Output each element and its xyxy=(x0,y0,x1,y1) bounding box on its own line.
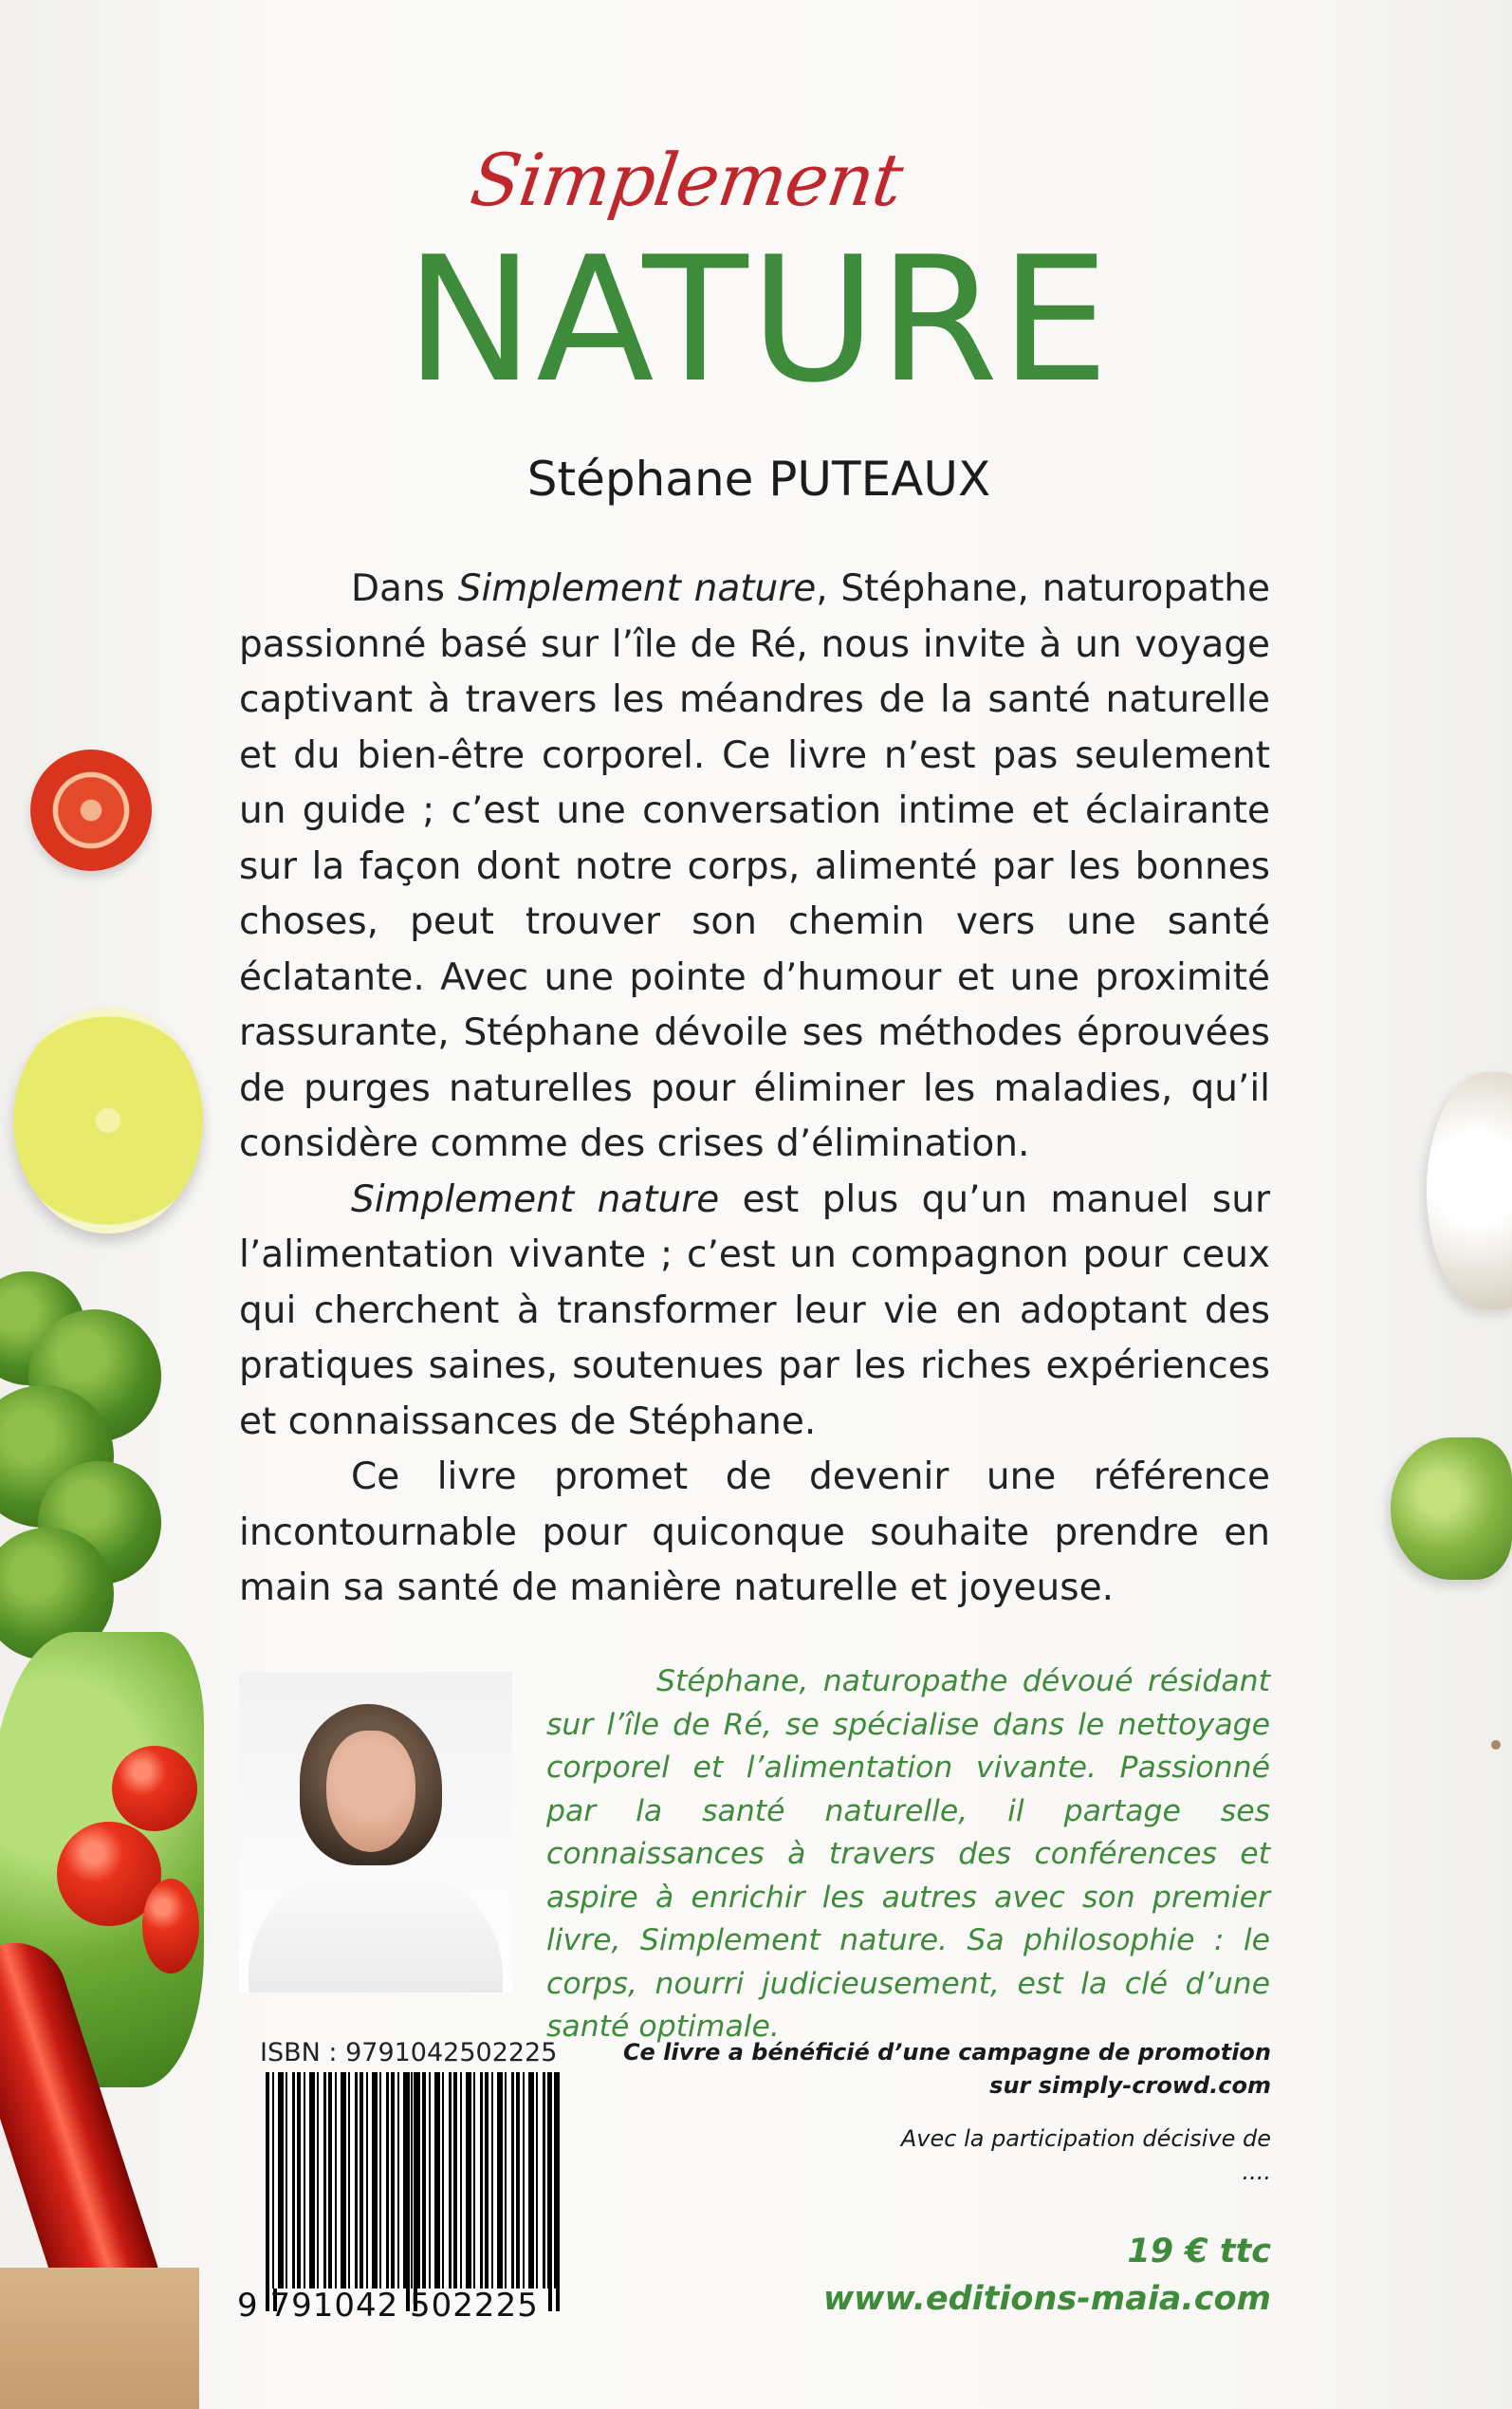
description-paragraph-1: Dans Simplement nature, Stéphane, naturopathe passionné basé sur l’île de Ré, nous invite à un voyage captivant à travers les méandres de la santé naturelle et du bien-être corporel. Ce livre n’est pas seulement un guide ; c’est une conversation intime et éclairante sur la façon dont notre corps, alimenté par les bonnes choses, peut trouver son chemin vers une santé éclatante. Avec une pointe d’humour et une proximité rassurante, Stéphane dévoile ses méthodes éprouvées de purges naturelles pour éliminer les maladies, qu’il considère comme des crises d’élimination. xyxy=(239,567,1270,1165)
promotion-note xyxy=(607,2036,1271,2103)
cherry-tomato-image xyxy=(112,1746,197,1831)
barcode-bars xyxy=(266,2072,556,2289)
book-description xyxy=(239,562,1270,1617)
description-paragraph-2: Simplement nature est plus qu’un manuel sur l’alimentation vivante ; c’est un compagnon pour ceux qui cherchent à transformer leur vie en adoptant des pratiques saines, soutenues par les riches expériences et connaissances de Stéphane. xyxy=(239,1177,1270,1443)
barcode xyxy=(231,2068,565,2325)
participation-line-2: .... xyxy=(1242,2159,1271,2185)
lime-slice-image xyxy=(13,1008,203,1233)
author-bio xyxy=(546,1660,1270,2049)
price-label: 19 € ttc xyxy=(1127,2233,1271,2270)
isbn-label: ISBN : 9791042502225 xyxy=(260,2038,558,2067)
brussels-sprout-image xyxy=(1391,1437,1512,1580)
cherry-tomato-image xyxy=(142,1879,199,1974)
book-title-italic: Simplement nature xyxy=(457,567,817,610)
author-bio-text: Stéphane, naturopathe dévoué résidant sur l’île de Ré, se spécialise dans le nettoyage corporel et l’alimentation vivante. Passionné par la santé naturelle, il partage ses connaissances à travers des conférences et aspire à enrichir les autres avec son premier livre, Simplement nature. Sa philosophie : le corps, nourri judicieusement, est la clé d’une santé optimale. xyxy=(546,1664,1270,2044)
promotion-line-2: sur simply-crowd.com xyxy=(989,2072,1271,2099)
tomato-half-image xyxy=(30,750,152,871)
participation-note xyxy=(607,2122,1271,2189)
publisher-website: www.editions-maia.com xyxy=(822,2280,1271,2318)
garlic-image xyxy=(1427,1072,1512,1309)
participation-line-1: Avec la participation décisive de xyxy=(900,2125,1271,2152)
book-title-italic: Simplement nature xyxy=(351,1177,720,1221)
paper-bag-image xyxy=(0,2268,199,2409)
promotion-line-1: Ce livre a bénéficié d’une campagne de promotion xyxy=(622,2039,1271,2066)
script-title: Simplement xyxy=(465,138,908,222)
description-paragraph-3: Ce livre promet de devenir une référence incontournable pour quiconque souhaite prendre en main sa santé de manière naturelle et joyeuse. xyxy=(239,1455,1270,1609)
peppercorn-image xyxy=(1491,1740,1501,1750)
author-name: Stéphane PUTEAUX xyxy=(526,452,991,507)
main-title: NATURE xyxy=(405,219,1112,420)
barcode-digits: 9 791042 502225 xyxy=(237,2287,539,2325)
author-photo xyxy=(239,1672,512,1992)
broccoli-image xyxy=(0,1271,161,1670)
